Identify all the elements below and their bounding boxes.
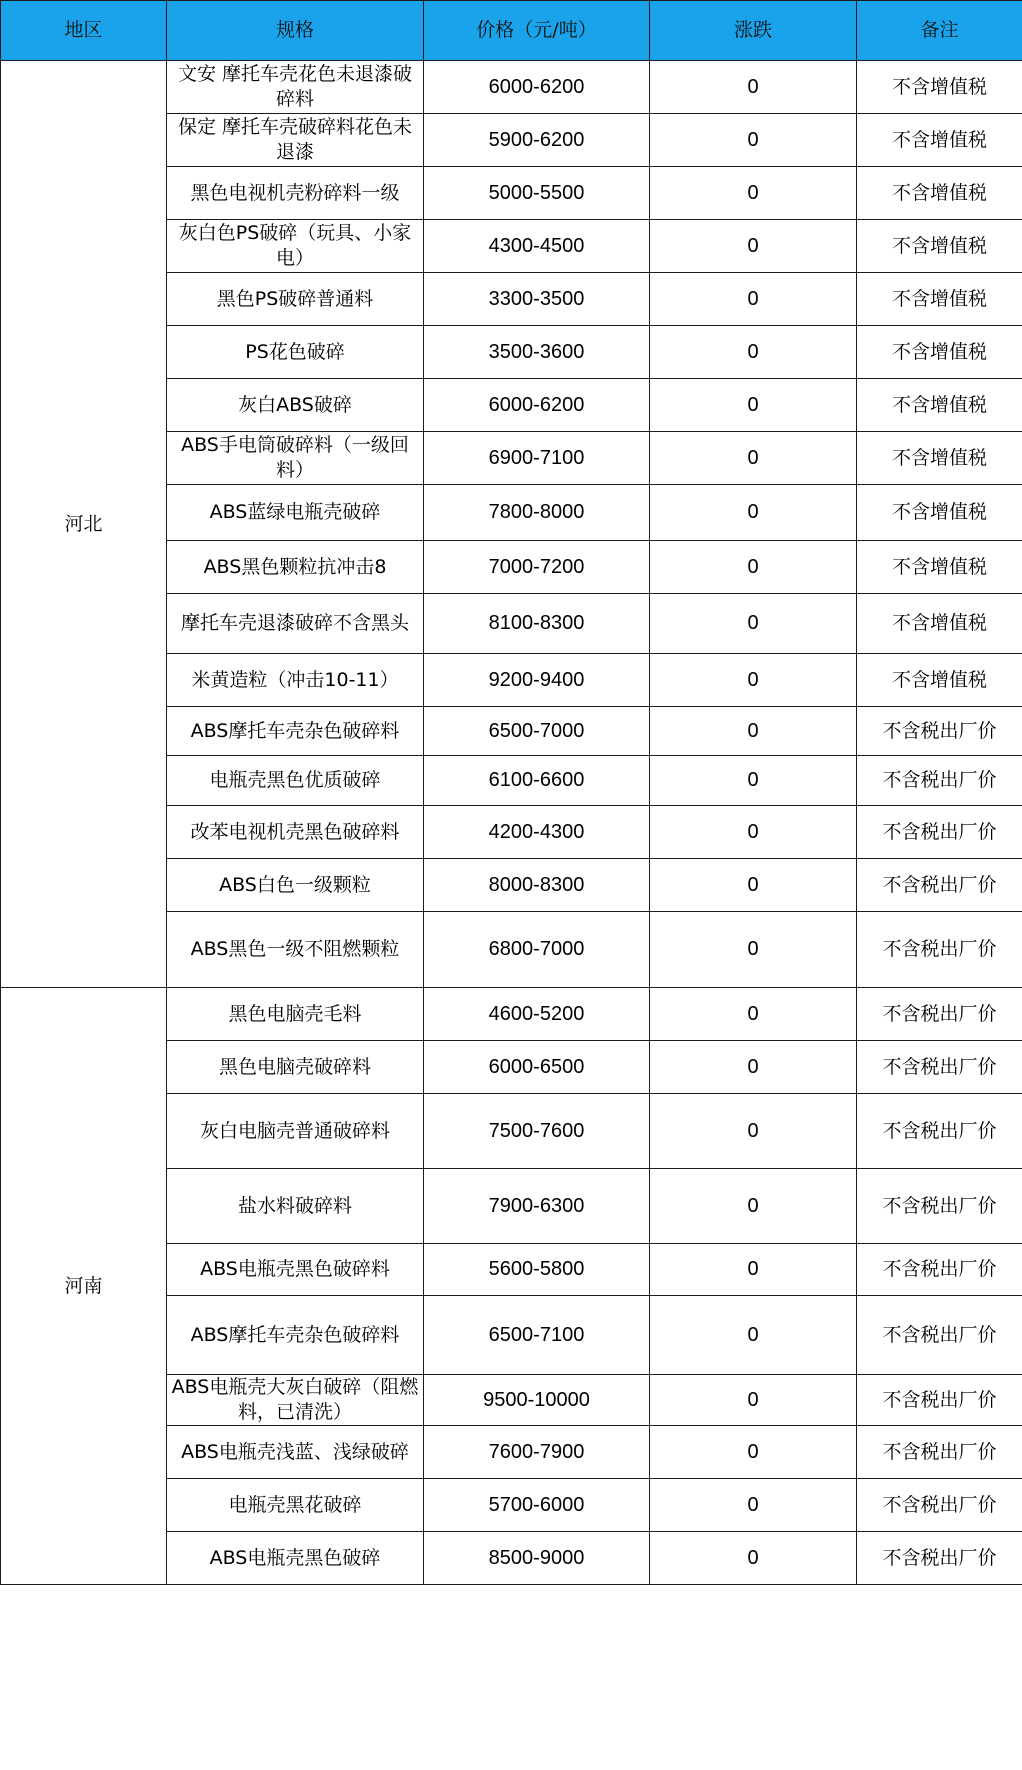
price-cell: 5900-6200 xyxy=(424,114,650,167)
note-cell: 不含税出厂价 xyxy=(857,806,1022,859)
price-cell: 8100-8300 xyxy=(424,594,650,654)
change-cell: 0 xyxy=(650,654,857,707)
price-cell: 9500-10000 xyxy=(424,1375,650,1426)
spec-cell: 黑色电脑壳毛料 xyxy=(167,988,424,1041)
note-cell: 不含增值税 xyxy=(857,541,1022,594)
price-cell: 6500-7000 xyxy=(424,707,650,756)
table-row xyxy=(1,988,1022,1041)
price-cell: 7800-8000 xyxy=(424,485,650,541)
change-cell: 0 xyxy=(650,1094,857,1169)
table-body xyxy=(1,61,1022,1585)
price-cell: 3300-3500 xyxy=(424,273,650,326)
header-note: 备注 xyxy=(857,1,1022,61)
price-cell: 5600-5800 xyxy=(424,1244,650,1296)
price-cell: 6500-7100 xyxy=(424,1296,650,1375)
spec-cell: ABS蓝绿电瓶壳破碎 xyxy=(167,485,424,541)
price-cell: 6000-6200 xyxy=(424,379,650,432)
price-cell: 6800-7000 xyxy=(424,912,650,988)
note-cell: 不含税出厂价 xyxy=(857,1532,1022,1585)
note-cell: 不含税出厂价 xyxy=(857,1041,1022,1094)
price-cell: 4200-4300 xyxy=(424,806,650,859)
spec-cell: ABS电瓶壳大灰白破碎（阻燃料，已清洗） xyxy=(167,1375,424,1426)
spec-cell: ABS电瓶壳黑色破碎料 xyxy=(167,1244,424,1296)
change-cell: 0 xyxy=(650,541,857,594)
price-cell: 3500-3600 xyxy=(424,326,650,379)
change-cell: 0 xyxy=(650,806,857,859)
note-cell: 不含税出厂价 xyxy=(857,1296,1022,1375)
change-cell: 0 xyxy=(650,1041,857,1094)
note-cell: 不含增值税 xyxy=(857,326,1022,379)
change-cell: 0 xyxy=(650,756,857,806)
change-cell: 0 xyxy=(650,988,857,1041)
change-cell: 0 xyxy=(650,61,857,114)
spec-cell: ABS电瓶壳黑色破碎 xyxy=(167,1532,424,1585)
note-cell: 不含税出厂价 xyxy=(857,756,1022,806)
note-cell: 不含增值税 xyxy=(857,167,1022,220)
note-cell: 不含增值税 xyxy=(857,220,1022,273)
change-cell: 0 xyxy=(650,594,857,654)
note-cell: 不含税出厂价 xyxy=(857,1094,1022,1169)
spec-cell: 改苯电视机壳黑色破碎料 xyxy=(167,806,424,859)
change-cell: 0 xyxy=(650,859,857,912)
price-cell: 4600-5200 xyxy=(424,988,650,1041)
spec-cell: 米黄造粒（冲击10-11） xyxy=(167,654,424,707)
note-cell: 不含税出厂价 xyxy=(857,859,1022,912)
note-cell: 不含税出厂价 xyxy=(857,1169,1022,1244)
table-header xyxy=(1,1,1022,61)
note-cell: 不含税出厂价 xyxy=(857,988,1022,1041)
header-row xyxy=(1,1,1022,61)
spec-cell: 灰白ABS破碎 xyxy=(167,379,424,432)
price-cell: 7500-7600 xyxy=(424,1094,650,1169)
change-cell: 0 xyxy=(650,167,857,220)
note-cell: 不含增值税 xyxy=(857,273,1022,326)
note-cell: 不含增值税 xyxy=(857,485,1022,541)
spec-cell: 文安 摩托车壳花色未退漆破碎料 xyxy=(167,61,424,114)
spec-cell: 电瓶壳黑色优质破碎 xyxy=(167,756,424,806)
spec-cell: 摩托车壳退漆破碎不含黑头 xyxy=(167,594,424,654)
price-cell: 7600-7900 xyxy=(424,1426,650,1479)
change-cell: 0 xyxy=(650,1375,857,1426)
table-row xyxy=(1,61,1022,114)
spec-cell: ABS电瓶壳浅蓝、浅绿破碎 xyxy=(167,1426,424,1479)
price-cell: 8000-8300 xyxy=(424,859,650,912)
spec-cell: ABS黑色一级不阻燃颗粒 xyxy=(167,912,424,988)
price-cell: 8500-9000 xyxy=(424,1532,650,1585)
note-cell: 不含税出厂价 xyxy=(857,707,1022,756)
price-cell: 7900-6300 xyxy=(424,1169,650,1244)
change-cell: 0 xyxy=(650,220,857,273)
spec-cell: ABS手电筒破碎料（一级回料） xyxy=(167,432,424,485)
region-cell: 河北 xyxy=(1,61,167,988)
header-spec: 规格 xyxy=(167,1,424,61)
change-cell: 0 xyxy=(650,1426,857,1479)
price-cell: 6900-7100 xyxy=(424,432,650,485)
note-cell: 不含税出厂价 xyxy=(857,1244,1022,1296)
price-cell: 4300-4500 xyxy=(424,220,650,273)
price-cell: 9200-9400 xyxy=(424,654,650,707)
note-cell: 不含税出厂价 xyxy=(857,1426,1022,1479)
header-price: 价格（元/吨） xyxy=(424,1,650,61)
price-cell: 6000-6500 xyxy=(424,1041,650,1094)
region-cell: 河南 xyxy=(1,988,167,1585)
price-cell: 6000-6200 xyxy=(424,61,650,114)
change-cell: 0 xyxy=(650,1479,857,1532)
spec-cell: ABS黑色颗粒抗冲击8 xyxy=(167,541,424,594)
spec-cell: 盐水料破碎料 xyxy=(167,1169,424,1244)
spec-cell: 电瓶壳黑花破碎 xyxy=(167,1479,424,1532)
spec-cell: 黑色电视机壳粉碎料一级 xyxy=(167,167,424,220)
header-region: 地区 xyxy=(1,1,167,61)
note-cell: 不含增值税 xyxy=(857,379,1022,432)
note-cell: 不含增值税 xyxy=(857,654,1022,707)
header-change: 涨跌 xyxy=(650,1,857,61)
change-cell: 0 xyxy=(650,1244,857,1296)
change-cell: 0 xyxy=(650,912,857,988)
change-cell: 0 xyxy=(650,273,857,326)
price-cell: 5000-5500 xyxy=(424,167,650,220)
note-cell: 不含增值税 xyxy=(857,432,1022,485)
note-cell: 不含增值税 xyxy=(857,594,1022,654)
change-cell: 0 xyxy=(650,707,857,756)
change-cell: 0 xyxy=(650,326,857,379)
spec-cell: 保定 摩托车壳破碎料花色未退漆 xyxy=(167,114,424,167)
spec-cell: ABS摩托车壳杂色破碎料 xyxy=(167,707,424,756)
spec-cell: ABS白色一级颗粒 xyxy=(167,859,424,912)
change-cell: 0 xyxy=(650,379,857,432)
spec-cell: ABS摩托车壳杂色破碎料 xyxy=(167,1296,424,1375)
note-cell: 不含增值税 xyxy=(857,114,1022,167)
note-cell: 不含增值税 xyxy=(857,61,1022,114)
change-cell: 0 xyxy=(650,485,857,541)
change-cell: 0 xyxy=(650,1532,857,1585)
note-cell: 不含税出厂价 xyxy=(857,1479,1022,1532)
note-cell: 不含税出厂价 xyxy=(857,1375,1022,1426)
note-cell: 不含税出厂价 xyxy=(857,912,1022,988)
change-cell: 0 xyxy=(650,1296,857,1375)
spec-cell: PS花色破碎 xyxy=(167,326,424,379)
spec-cell: 灰白电脑壳普通破碎料 xyxy=(167,1094,424,1169)
price-cell: 6100-6600 xyxy=(424,756,650,806)
change-cell: 0 xyxy=(650,1169,857,1244)
spec-cell: 灰白色PS破碎（玩具、小家电） xyxy=(167,220,424,273)
price-cell: 5700-6000 xyxy=(424,1479,650,1532)
spec-cell: 黑色电脑壳破碎料 xyxy=(167,1041,424,1094)
price-cell: 7000-7200 xyxy=(424,541,650,594)
spec-cell: 黑色PS破碎普通料 xyxy=(167,273,424,326)
change-cell: 0 xyxy=(650,114,857,167)
change-cell: 0 xyxy=(650,432,857,485)
